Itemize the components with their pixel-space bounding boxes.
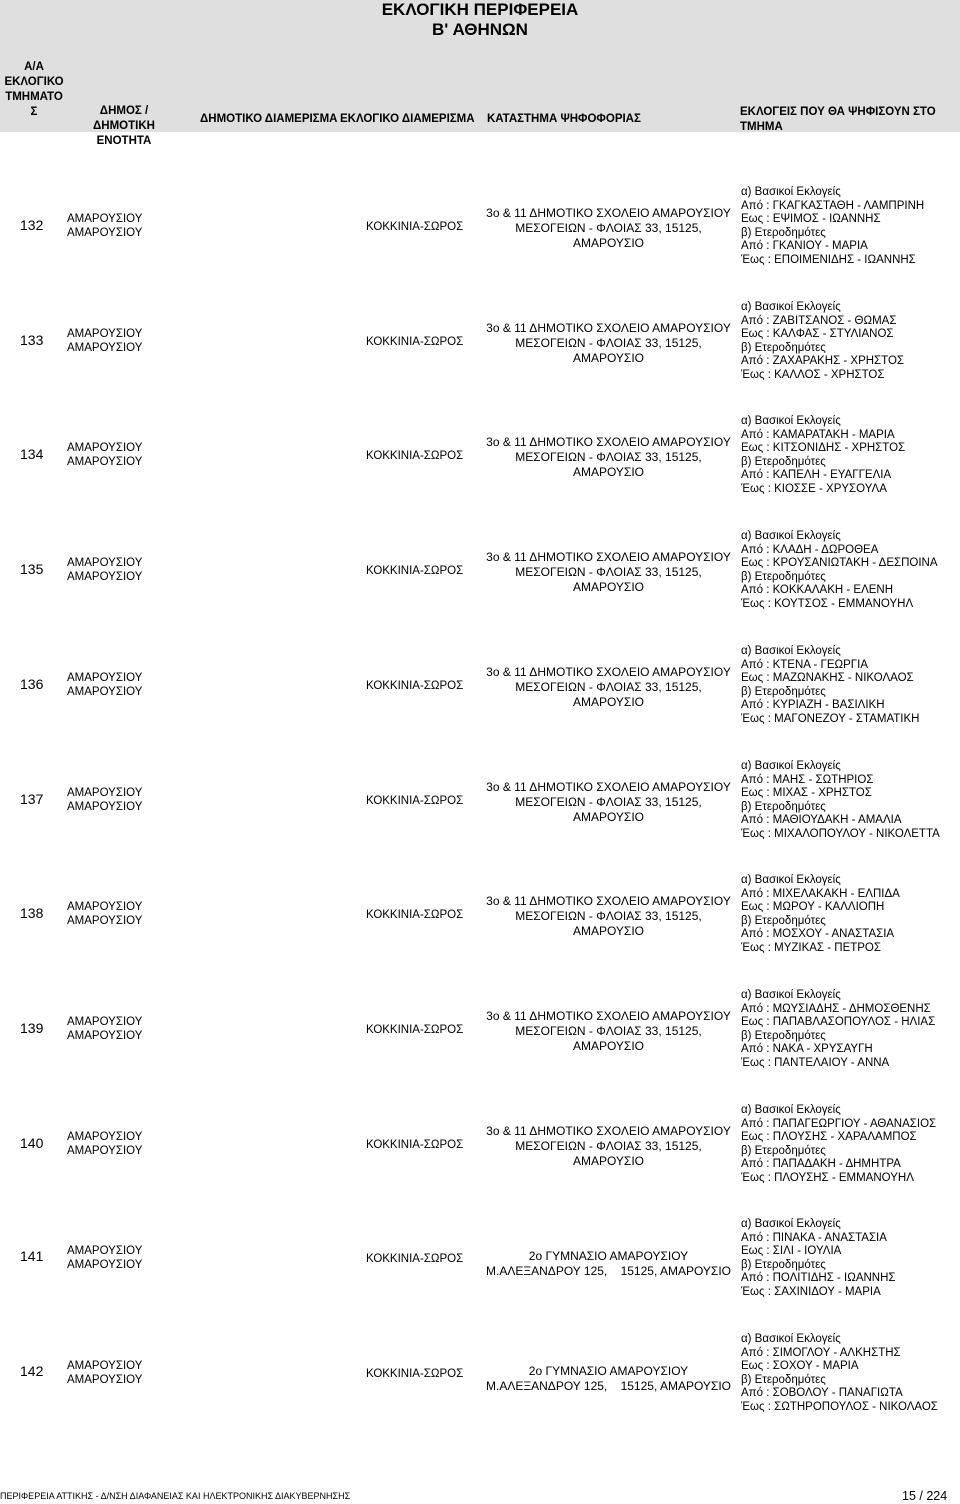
row-polling-station — [476, 1364, 741, 1394]
row-polling-station-line: 3ο & 11 ΔΗΜΟΤΙΚΟ ΣΧΟΛΕΙΟ ΑΜΑΡΟΥΣΙΟΥ — [486, 780, 731, 794]
row-polling-station — [476, 321, 741, 366]
row-municipality — [67, 442, 142, 469]
header-col-number-line: ΕΚΛΟΓΙΚΟ — [4, 76, 64, 88]
row-voters — [741, 645, 919, 726]
voters-line: Έως : ΜΙΧΑΛΟΠΟΥΛΟΥ - ΝΙΚΟΛΕΤΤΑ — [741, 827, 940, 840]
voters-line: α) Βασικοί Εκλογείς — [741, 1218, 841, 1230]
row-municipality — [67, 1016, 142, 1043]
voters-line: Έως : ΚΑΛΛΟΣ - ΧΡΗΣΤΟΣ — [741, 368, 885, 381]
row-polling-station-line: ΜΕΣΟΓΕΙΩΝ - ΦΛΟΙΑΣ 33, 15125, — [515, 909, 702, 923]
row-polling-station-line: ΑΜΑΡΟΥΣΙΟ — [572, 810, 645, 824]
row-municipality-line: ΑΜΑΡΟΥΣΙΟΥ — [67, 557, 143, 569]
row-municipality-line: ΑΜΑΡΟΥΣΙΟΥ — [67, 226, 143, 239]
row-voters — [741, 530, 938, 611]
header-col-voters-line: ΤΜΗΜΑ — [740, 121, 783, 133]
row-polling-station-line: Μ.ΑΛΕΞΑΝΔΡΟΥ 125, 15125, ΑΜΑΡΟΥΣΙΟ — [485, 1379, 732, 1393]
row-polling-station — [476, 435, 741, 480]
row-electoral-district: ΚΟΚΚΙΝΙΑ-ΣΩΡΟΣ — [366, 1253, 464, 1265]
row-municipality-line: ΑΜΑΡΟΥΣΙΟΥ — [67, 455, 143, 468]
header-col-voters — [740, 105, 936, 135]
voters-line: Έως : ΚΟΥΤΣΟΣ - ΕΜΜΑΝΟΥΗΛ — [741, 597, 914, 610]
voters-line: Από : ΚΤΕΝΑ - ΓΕΩΡΓΙΑ — [741, 658, 868, 671]
header-col-municipal-district: ΔΗΜΟΤΙΚΟ ΔΙΑΜΕΡΙΣΜΑ — [200, 113, 338, 125]
header-col-municipality-line: ΕΝΟΤΗΤΑ — [96, 135, 152, 147]
row-number: 134 — [20, 446, 44, 462]
voters-line: α) Βασικοί Εκλογείς — [741, 1104, 841, 1116]
row-municipality-line: ΑΜΑΡΟΥΣΙΟΥ — [67, 901, 143, 913]
row-voters — [741, 186, 924, 267]
row-number: 135 — [20, 561, 44, 577]
voters-line: Εως : ΜΙΧΑΣ - ΧΡΗΣΤΟΣ — [741, 787, 872, 799]
voters-line: Από : ΠΙΝΑΚΑ - ΑΝΑΣΤΑΣΙΑ — [741, 1231, 887, 1244]
voters-line: β) Ετεροδημότες — [741, 1258, 826, 1271]
voters-line: Από : ΠΑΠΑΓΕΩΡΓΙΟΥ - ΑΘΑΝΑΣΙΟΣ — [741, 1117, 937, 1130]
voters-line: Από : ΜΩΥΣΙΑΔΗΣ - ΔΗΜΟΣΘΕΝΗΣ — [741, 1002, 931, 1015]
row-municipality-line: ΑΜΑΡΟΥΣΙΟΥ — [67, 1131, 143, 1143]
row-voters — [741, 874, 900, 955]
row-number: 140 — [20, 1135, 44, 1151]
row-electoral-district: ΚΟΚΚΙΝΙΑ-ΣΩΡΟΣ — [366, 336, 464, 348]
row-voters — [741, 301, 904, 382]
table-row — [0, 1089, 960, 1203]
table-row — [0, 171, 960, 285]
row-polling-station-line: ΜΕΣΟΓΕΙΩΝ - ΦΛΟΙΑΣ 33, 15125, — [515, 1024, 702, 1038]
header-col-number-line: Σ — [30, 106, 38, 118]
voters-line: Έως : ΣΩΤΗΡΟΠΟΥΛΟΣ - ΝΙΚΟΛΑΟΣ — [741, 1400, 938, 1413]
row-electoral-district: ΚΟΚΚΙΝΙΑ-ΣΩΡΟΣ — [366, 450, 464, 462]
row-municipality — [67, 787, 142, 814]
row-polling-station-line: ΑΜΑΡΟΥΣΙΟ — [572, 236, 645, 250]
voters-line: β) Ετεροδημότες — [741, 570, 826, 583]
voters-line: α) Βασικοί Εκλογείς — [741, 1333, 841, 1345]
voters-line: Από : ΚΟΚΚΑΛΑΚΗ - ΕΛΕΝΗ — [741, 584, 894, 596]
row-electoral-district: ΚΟΚΚΙΝΙΑ-ΣΩΡΟΣ — [366, 565, 464, 577]
row-municipality-line: ΑΜΑΡΟΥΣΙΟΥ — [67, 800, 143, 813]
row-number: 138 — [20, 905, 44, 921]
header-col-number — [0, 60, 68, 120]
row-electoral-district: ΚΟΚΚΙΝΙΑ-ΣΩΡΟΣ — [366, 1368, 464, 1380]
voters-line: Εως : ΚΡΟΥΣΑΝΙΩΤΑΚΗ - ΔΕΣΠΟΙΝΑ — [741, 557, 938, 569]
row-municipality — [67, 328, 142, 355]
row-municipality-line: ΑΜΑΡΟΥΣΙΟΥ — [67, 672, 143, 684]
row-municipality — [67, 672, 142, 699]
voters-line: Από : ΣΟΒΟΛΟΥ - ΠΑΝΑΓΙΩΤΑ — [741, 1387, 903, 1399]
row-electoral-district: ΚΟΚΚΙΝΙΑ-ΣΩΡΟΣ — [366, 795, 464, 807]
row-polling-station-line: ΑΜΑΡΟΥΣΙΟ — [572, 465, 645, 479]
header-col-number-line: ΤΜΗΜΑΤΟ — [5, 91, 63, 103]
row-polling-station-line: 3ο & 11 ΔΗΜΟΤΙΚΟ ΣΧΟΛΕΙΟ ΑΜΑΡΟΥΣΙΟΥ — [486, 894, 731, 908]
voters-line: α) Βασικοί Εκλογείς — [741, 530, 841, 542]
voters-line: Από : ΜΙΧΕΛΑΚΑΚΗ - ΕΛΠΙΔΑ — [741, 887, 900, 900]
voters-line: Από : ΖΑΒΙΤΣΑΝΟΣ - ΘΩΜΑΣ — [741, 314, 897, 327]
table-row — [0, 745, 960, 859]
header-col-municipality — [68, 104, 180, 149]
row-municipality-line: ΑΜΑΡΟΥΣΙΟΥ — [67, 787, 143, 799]
voters-line: Εως : ΕΨΙΜΟΣ - ΙΩΑΝΝΗΣ — [741, 213, 881, 225]
voters-line: Από : ΝΑΚΑ - ΧΡΥΣΑΥΓΗ — [741, 1043, 873, 1055]
row-polling-station-line: 3ο & 11 ΔΗΜΟΤΙΚΟ ΣΧΟΛΕΙΟ ΑΜΑΡΟΥΣΙΟΥ — [486, 665, 731, 679]
voters-line: Έως : ΜΑΓΟΝΕΖΟΥ - ΣΤΑΜΑΤΙΚΗ — [741, 712, 920, 725]
voters-line: β) Ετεροδημότες — [741, 800, 826, 813]
row-municipality-line: ΑΜΑΡΟΥΣΙΟΥ — [67, 442, 143, 454]
voters-line: Εως : ΜΩΡΟΥ - ΚΑΛΛΙΟΠΗ — [741, 901, 885, 913]
row-municipality-line: ΑΜΑΡΟΥΣΙΟΥ — [67, 1029, 143, 1042]
row-number: 132 — [20, 217, 44, 233]
voters-line: Από : ΚΑΠΕΛΗ - ΕΥΑΓΓΕΛΙΑ — [741, 469, 892, 481]
row-number: 133 — [20, 332, 44, 348]
row-polling-station — [476, 550, 741, 595]
table-row — [0, 1318, 960, 1432]
row-municipality-line: ΑΜΑΡΟΥΣΙΟΥ — [67, 1245, 143, 1257]
row-polling-station-line: ΜΕΣΟΓΕΙΩΝ - ΦΛΟΙΑΣ 33, 15125, — [515, 795, 702, 809]
voters-line: Εως : ΜΑΖΩΝΑΚΗΣ - ΝΙΚΟΛΑΟΣ — [741, 672, 914, 684]
voters-line: Εως : ΠΑΠΑΒΛΑΣΟΠΟΥΛΟΣ - ΗΛΙΑΣ — [741, 1016, 936, 1028]
row-municipality-line: ΑΜΑΡΟΥΣΙΟΥ — [67, 1373, 143, 1386]
row-number: 136 — [20, 676, 44, 692]
row-polling-station — [476, 780, 741, 825]
voters-line: α) Βασικοί Εκλογείς — [741, 874, 841, 886]
row-municipality-line: ΑΜΑΡΟΥΣΙΟΥ — [67, 1016, 143, 1028]
row-polling-station-line: ΜΕΣΟΓΕΙΩΝ - ΦΛΟΙΑΣ 33, 15125, — [515, 336, 702, 350]
voters-line: Από : ΠΟΛΙΤΙΔΗΣ - ΙΩΑΝΝΗΣ — [741, 1272, 896, 1284]
row-polling-station — [476, 1124, 741, 1169]
row-polling-station-line: 3ο & 11 ΔΗΜΟΤΙΚΟ ΣΧΟΛΕΙΟ ΑΜΑΡΟΥΣΙΟΥ — [486, 550, 731, 564]
row-municipality-line: ΑΜΑΡΟΥΣΙΟΥ — [67, 1258, 143, 1271]
footer-organization: ΠΕΡΙΦΕΡΕΙΑ ΑΤΤΙΚΗΣ - Δ/ΝΣΗ ΔΙΑΦΑΝΕΙΑΣ ΚΑΙ ΗΛΕΚΤΡΟΝΙΚΗΣ ΔΙΑΚΥΒΕΡΝΗΣΗΣ — [0, 1491, 351, 1501]
voters-line: Έως : ΚΙΟΣΣΕ - ΧΡΥΣΟΥΛΑ — [741, 482, 887, 495]
row-polling-station-line: ΜΕΣΟΓΕΙΩΝ - ΦΛΟΙΑΣ 33, 15125, — [515, 680, 702, 694]
header-col-polling-station: ΚΑΤΑΣΤΗΜΑ ΨΗΦΟΦΟΡΙΑΣ — [487, 113, 641, 125]
voters-line: Από : ΜΑΘΙΟΥΔΑΚΗ - ΑΜΑΛΙΑ — [741, 814, 902, 826]
voters-line: α) Βασικοί Εκλογείς — [741, 645, 841, 657]
table-row — [0, 515, 960, 629]
row-number: 141 — [20, 1248, 44, 1264]
header-col-municipality-line: ΔΗΜΟΣ / ΔΗΜΟΤΙΚΗ — [93, 105, 155, 132]
row-polling-station — [476, 894, 741, 939]
voters-line: Έως : ΠΑΝΤΕΛΑΙΟΥ - ΑΝΝΑ — [741, 1056, 890, 1069]
page-number: 15 / 224 — [902, 1489, 948, 1503]
voters-line: β) Ετεροδημότες — [741, 1029, 826, 1042]
row-electoral-district: ΚΟΚΚΙΝΙΑ-ΣΩΡΟΣ — [366, 909, 464, 921]
row-electoral-district: ΚΟΚΚΙΝΙΑ-ΣΩΡΟΣ — [366, 221, 464, 233]
table-row — [0, 286, 960, 400]
row-voters — [741, 760, 940, 841]
voters-line: Εως : ΣΟΧΟΥ - ΜΑΡΙΑ — [741, 1360, 859, 1372]
row-municipality-line: ΑΜΑΡΟΥΣΙΟΥ — [67, 1144, 143, 1157]
row-polling-station-line: ΑΜΑΡΟΥΣΙΟ — [572, 351, 645, 365]
voters-line: β) Ετεροδημότες — [741, 1144, 826, 1157]
row-voters — [741, 1333, 938, 1414]
row-municipality-line: ΑΜΑΡΟΥΣΙΟΥ — [67, 213, 143, 225]
row-electoral-district: ΚΟΚΚΙΝΙΑ-ΣΩΡΟΣ — [366, 1024, 464, 1036]
row-polling-station — [476, 206, 741, 251]
page-subtitle: Β' ΑΘΗΝΩΝ — [432, 20, 528, 39]
voters-line: Από : ΚΥΡΙΑΖΗ - ΒΑΣΙΛΙΚΗ — [741, 699, 885, 711]
row-municipality — [67, 1245, 142, 1272]
row-polling-station — [476, 665, 741, 710]
voters-line: β) Ετεροδημότες — [741, 914, 826, 927]
header-col-electoral-district: ΕΚΛΟΓΙΚΟ ΔΙΑΜΕΡΙΣΜΑ — [340, 113, 475, 125]
voters-line: Από : ΖΑΧΑΡΑΚΗΣ - ΧΡΗΣΤΟΣ — [741, 355, 905, 367]
row-polling-station-line: 2ο ΓΥΜΝΑΣΙΟ ΑΜΑΡΟΥΣΙΟΥ — [528, 1249, 689, 1263]
row-polling-station-line: ΑΜΑΡΟΥΣΙΟ — [572, 1039, 645, 1053]
row-municipality — [67, 557, 142, 584]
row-municipality — [67, 213, 142, 240]
table-row — [0, 1203, 960, 1317]
voters-line: Από : ΓΚΑΝΙΟΥ - ΜΑΡΙΑ — [741, 240, 868, 252]
voters-line: Εως : ΠΛΟΥΣΗΣ - ΧΑΡΑΛΑΜΠΟΣ — [741, 1131, 917, 1143]
row-municipality — [67, 1360, 142, 1387]
voters-line: Από : ΚΛΑΔΗ - ΔΩΡΟΘΕΑ — [741, 543, 879, 556]
row-polling-station-line: ΜΕΣΟΓΕΙΩΝ - ΦΛΟΙΑΣ 33, 15125, — [515, 565, 702, 579]
table-row — [0, 400, 960, 514]
voters-line: Εως : ΚΙΤΣΟΝΙΔΗΣ - ΧΡΗΣΤΟΣ — [741, 442, 906, 454]
row-number: 139 — [20, 1020, 44, 1036]
row-polling-station-line: ΜΕΣΟΓΕΙΩΝ - ΦΛΟΙΑΣ 33, 15125, — [515, 450, 702, 464]
voters-line: Από : ΓΚΑΓΚΑΣΤΑΘΗ - ΛΑΜΠΡΙΝΗ — [741, 199, 925, 212]
row-municipality — [67, 901, 142, 928]
row-voters — [741, 1218, 896, 1299]
row-polling-station-line: 3ο & 11 ΔΗΜΟΤΙΚΟ ΣΧΟΛΕΙΟ ΑΜΑΡΟΥΣΙΟΥ — [486, 206, 731, 220]
voters-line: β) Ετεροδημότες — [741, 1373, 826, 1386]
row-polling-station — [476, 1009, 741, 1054]
table-row — [0, 974, 960, 1088]
voters-line: Από : ΠΑΠΑΔΑΚΗ - ΔΗΜΗΤΡΑ — [741, 1158, 901, 1170]
table-row — [0, 859, 960, 973]
voters-line: Εως : ΚΑΛΦΑΣ - ΣΤΥΛΙΑΝΟΣ — [741, 328, 894, 340]
voters-line: Από : ΣΙΜΟΓΛΟΥ - ΑΛΚΗΣΤΗΣ — [741, 1346, 901, 1359]
voters-line: Έως : ΜΥΖΙΚΑΣ - ΠΕΤΡΟΣ — [741, 941, 881, 954]
row-municipality-line: ΑΜΑΡΟΥΣΙΟΥ — [67, 1360, 143, 1372]
row-polling-station — [476, 1249, 741, 1279]
voters-line: Έως : ΠΛΟΥΣΗΣ - ΕΜΜΑΝΟΥΗΛ — [741, 1171, 914, 1184]
row-voters — [741, 989, 935, 1070]
header-col-number-line: Α/Α — [24, 61, 44, 73]
page-title: ΕΚΛΟΓΙΚΗ ΠΕΡΙΦΕΡΕΙΑ — [381, 0, 579, 19]
voters-line: Από : ΚΑΜΑΡΑΤΑΚΗ - ΜΑΡΙΑ — [741, 428, 895, 441]
row-polling-station-line: ΑΜΑΡΟΥΣΙΟ — [572, 580, 645, 594]
voters-line: β) Ετεροδημότες — [741, 226, 826, 239]
row-electoral-district: ΚΟΚΚΙΝΙΑ-ΣΩΡΟΣ — [366, 680, 464, 692]
voters-line: β) Ετεροδημότες — [741, 685, 826, 698]
row-voters — [741, 1104, 936, 1185]
row-municipality-line: ΑΜΑΡΟΥΣΙΟΥ — [67, 914, 143, 927]
row-municipality-line: ΑΜΑΡΟΥΣΙΟΥ — [67, 685, 143, 698]
row-municipality-line: ΑΜΑΡΟΥΣΙΟΥ — [67, 570, 143, 583]
voters-line: Εως : ΣΙΛΙ - ΙΟΥΛΙΑ — [741, 1245, 842, 1257]
row-voters — [741, 415, 905, 496]
row-polling-station-line: ΑΜΑΡΟΥΣΙΟ — [572, 924, 645, 938]
row-number: 142 — [20, 1363, 44, 1379]
row-polling-station-line: ΑΜΑΡΟΥΣΙΟ — [572, 695, 645, 709]
row-polling-station-line: ΜΕΣΟΓΕΙΩΝ - ΦΛΟΙΑΣ 33, 15125, — [515, 221, 702, 235]
row-polling-station-line: 2ο ΓΥΜΝΑΣΙΟ ΑΜΑΡΟΥΣΙΟΥ — [528, 1364, 689, 1378]
row-municipality-line: ΑΜΑΡΟΥΣΙΟΥ — [67, 341, 143, 354]
row-number: 137 — [20, 791, 44, 807]
row-polling-station-line: ΑΜΑΡΟΥΣΙΟ — [572, 1154, 645, 1168]
row-polling-station-line: 3ο & 11 ΔΗΜΟΤΙΚΟ ΣΧΟΛΕΙΟ ΑΜΑΡΟΥΣΙΟΥ — [486, 1124, 731, 1138]
header-col-voters-line: ΕΚΛΟΓΕΙΣ ΠΟΥ ΘΑ ΨΗΦΙΣΟΥΝ ΣΤΟ — [740, 106, 936, 118]
voters-line: Από : ΜΟΣΧΟΥ - ΑΝΑΣΤΑΣΙΑ — [741, 928, 895, 940]
voters-line: α) Βασικοί Εκλογείς — [741, 301, 841, 313]
voters-line: α) Βασικοί Εκλογείς — [741, 186, 841, 198]
row-municipality — [67, 1131, 142, 1158]
row-polling-station-line: 3ο & 11 ΔΗΜΟΤΙΚΟ ΣΧΟΛΕΙΟ ΑΜΑΡΟΥΣΙΟΥ — [486, 435, 731, 449]
row-polling-station-line: 3ο & 11 ΔΗΜΟΤΙΚΟ ΣΧΟΛΕΙΟ ΑΜΑΡΟΥΣΙΟΥ — [486, 321, 731, 335]
row-polling-station-line: 3ο & 11 ΔΗΜΟΤΙΚΟ ΣΧΟΛΕΙΟ ΑΜΑΡΟΥΣΙΟΥ — [486, 1009, 731, 1023]
voters-line: β) Ετεροδημότες — [741, 455, 826, 468]
voters-line: α) Βασικοί Εκλογείς — [741, 415, 841, 427]
row-municipality-line: ΑΜΑΡΟΥΣΙΟΥ — [67, 328, 143, 340]
row-polling-station-line: Μ.ΑΛΕΞΑΝΔΡΟΥ 125, 15125, ΑΜΑΡΟΥΣΙΟ — [485, 1264, 732, 1278]
voters-line: Από : ΜΑΗΣ - ΣΩΤΗΡΙΟΣ — [741, 773, 874, 786]
row-polling-station-line: ΜΕΣΟΓΕΙΩΝ - ΦΛΟΙΑΣ 33, 15125, — [515, 1139, 702, 1153]
table-row — [0, 630, 960, 744]
voters-line: α) Βασικοί Εκλογείς — [741, 989, 841, 1001]
voters-line: Έως : ΣΑΧΙΝΙΔΟΥ - ΜΑΡΙΑ — [741, 1285, 881, 1298]
voters-line: α) Βασικοί Εκλογείς — [741, 760, 841, 772]
voters-line: Έως : ΕΠΟΙΜΕΝΙΔΗΣ - ΙΩΑΝΝΗΣ — [741, 253, 916, 266]
row-electoral-district: ΚΟΚΚΙΝΙΑ-ΣΩΡΟΣ — [366, 1139, 464, 1151]
voters-line: β) Ετεροδημότες — [741, 341, 826, 354]
